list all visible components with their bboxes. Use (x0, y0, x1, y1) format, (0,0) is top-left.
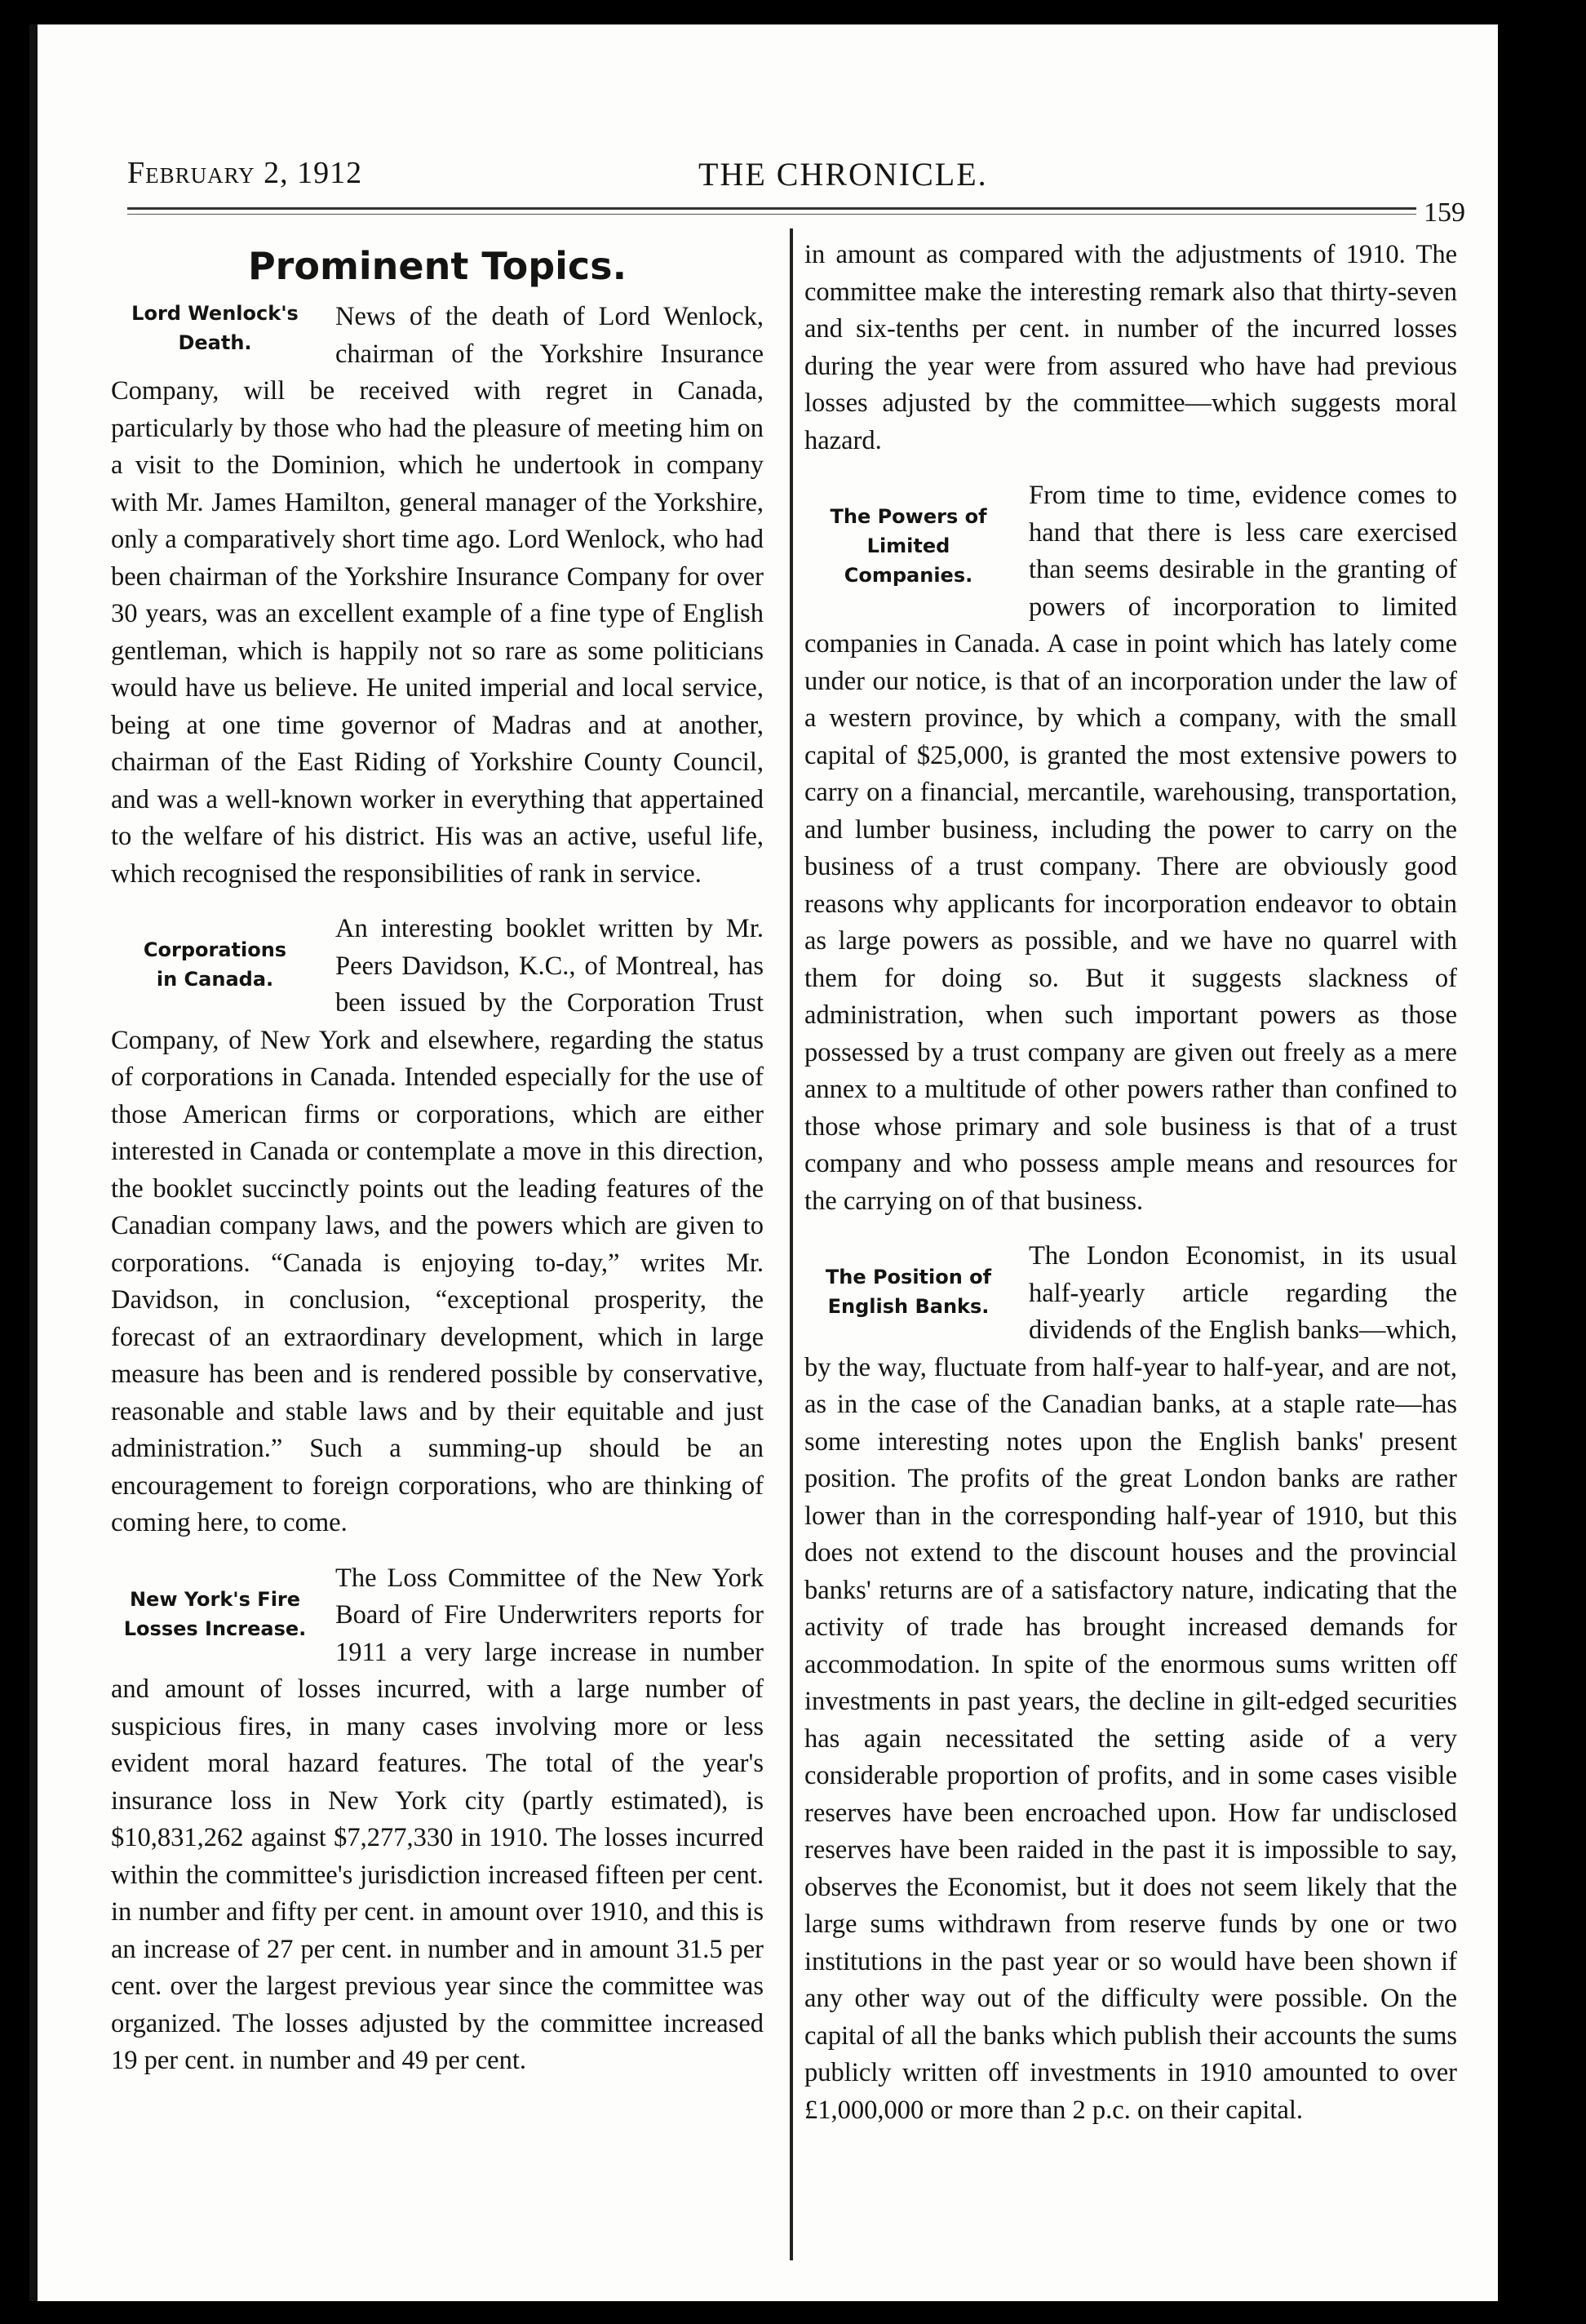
article-limited-companies (804, 477, 1457, 1220)
page-edge-rule (29, 24, 38, 2301)
side-heading-line: English Banks. (827, 1295, 990, 1318)
side-heading-line: Corporations (143, 938, 287, 961)
issue-date: February 2, 1912 (127, 156, 363, 190)
header-rule (127, 207, 1416, 215)
article-lord-wenlock (111, 299, 764, 893)
side-heading (111, 299, 319, 357)
article-body: News of the death of Lord Wenlock, chairman of the Yorkshire Insurance Company, will be received with regret in Canada, particularly by those who had the pleasure of meeting him on a visit to the Dominion, which he undertook in company with Mr. James Hamilton, general manager of the Yorkshire, only a comparatively short time ago. Lord Wenlock, who had been chairman of the Yorkshire Insurance Company for over 30 years, was an excellent example of a fine type of English gentleman, which is happily not so rare as some politicians would have us believe. He united imperial and local service, being at one time governor of Madras and at another, chairman of the East Riding of Yorkshire County Council, and was a well-known worker in everything that appertained to the welfare of his district. His was an active, useful life, which recognised the responsibilities of rank in service. (111, 302, 764, 889)
article-body: From time to time, evidence comes to hand that there is less care exercised than seems desirable in the granting of powers of incorporation to limited companies in Canada. A case in point which has lately come under our notice, is that of an incorporation under the law of a western province, by which a company, with the small capital of $25,000, is granted the most extensive powers to carry on a financial, mercantile, warehousing, transportation, and lumber business, including the power to carry on the business of a trust company. There are obviously good reasons why applicants for incorporation endeavor to obtain as large powers as possible, and we have no quarrel with them for doing so. But it suggests slackness of administration, when such important powers as those possessed by a trust company are given out freely as a mere annex to a multitude of other powers rather than confined to those whose primary and sole business is that of a trust company and who possess ample means and resources for the carrying on of that business. (804, 481, 1457, 1216)
left-column (111, 237, 764, 2098)
article-body: in amount as compared with the adjustments of 1910. The committee make the interesting remark also that thirty-seven and six-tenths per cent. in number of the incurred losses during the year were from assured who have had previous losses adjusted by the committee—which suggests moral hazard. (804, 240, 1457, 455)
article-body: The Loss Committee of the New York Board of Fire Underwriters reports for 1911 a very large increase in number and amount of losses incurred, with a large number of suspicious fires, in many cases involving more or less evident moral hazard features. The total of the year's insurance loss in New York city (partly estimated), is $10,831,262 against $7,277,330 in 1910. The losses incurred within the committee's jurisdiction increased fifteen per cent. in number and fifty per cent. in amount over 1910, and this is an increase of 27 per cent. in number and in amount 31.5 per cent. over the largest previous year since the committee was organized. The losses adjusted by the committee increased 19 per cent. in number and 49 per cent. (111, 1563, 764, 2075)
article-body: The London Economist, in its usual half-yearly article regarding the dividends of the English banks—which, by the way, fluctuate from half-year to half-year, and are not, as in the case of the Canadian banks, at a staple rate—has some interesting notes upon the English banks' present position. The profits of the great London banks are rather lower than in the corresponding half-year of 1910, but this does not extend to the discount houses and the provincial banks' returns are of a satisfactory nature, indicating that the activity of trade has brought increased demands for accommodation. In spite of the enormous sums written off investments in past years, the decline in gilt-edged securities has again necessitated the setting aside of a very considerable proportion of profits, and in some cases visible reserves have been encroached upon. How far undisclosed reserves have been raided in the past it is impossible to say, observes the Economist, but it does not seem likely that the large sums withdrawn from reserve funds by one or two institutions in the past year or so would have been shown if any other way out of the difficulty were possible. On the capital of all the banks which publish their accounts the sums publicly written off investments in 1910 amounted to over £1,000,000 or more than 2 p.c. on their capital. (804, 1241, 1457, 2125)
column-divider (790, 228, 793, 2260)
article-new-york-fire (111, 1560, 764, 2080)
right-column (804, 237, 1457, 2147)
section-title: Prominent Topics. (247, 244, 627, 288)
side-heading-line: Death. (178, 331, 252, 354)
newspaper-page (29, 24, 1498, 2301)
publication-title: THE CHRONICLE. (698, 156, 988, 193)
page-header (127, 139, 1465, 228)
side-heading-line: Limited Companies. (844, 534, 973, 587)
article-corporations-canada (111, 911, 764, 1542)
side-heading-line: The Powers of (830, 505, 987, 528)
side-heading (804, 1238, 1012, 1321)
article-body: An interesting booklet written by Mr. Peers Davidson, K.C., of Montreal, has been issued by the Corporation Trust Company, of New York and elsewhere, regarding the status of corporations in Canada. Intended especially for the use of those American firms or corporations, which are either interested in Canada or contemplate a move in this direction, the booklet succinctly points out the leading features of the Canadian company laws, and the powers which are given to corporations. “Canada is enjoying to-day,” writes Mr. Davidson, in conclusion, “exceptional prosperity, the forecast of an extraordinary development, which in large measure has been and is rendered possible by conservative, reasonable and stable laws and by their equitable and just administration.” Such a summing-up should be an encouragement to foreign corporations, who are thinking of coming here, to come. (111, 914, 764, 1537)
side-heading (111, 1560, 319, 1643)
side-heading-line: in Canada. (156, 968, 274, 991)
side-heading (111, 911, 319, 994)
side-heading (804, 477, 1012, 590)
article-continuation (804, 237, 1457, 459)
article-english-banks (804, 1238, 1457, 2129)
side-heading-line: New York's Fire (129, 1587, 301, 1611)
side-heading-line: Lord Wenlock's (131, 302, 299, 325)
side-heading-line: Losses Increase. (123, 1617, 307, 1640)
side-heading-line: The Position of (825, 1266, 992, 1288)
page-number: 159 (1424, 197, 1465, 228)
